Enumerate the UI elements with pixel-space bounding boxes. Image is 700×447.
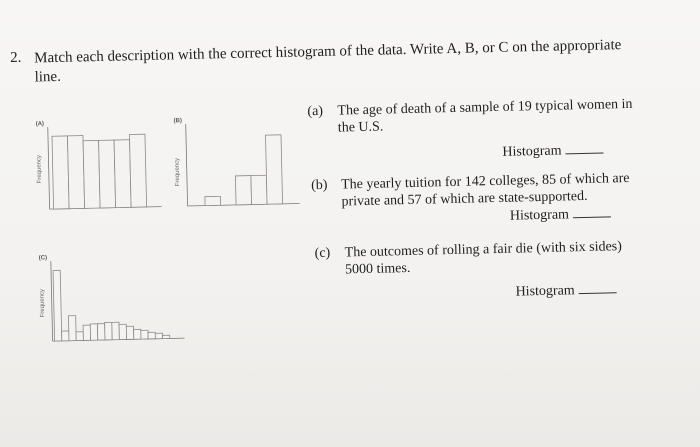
item-b-line-1: The yearly tuition for 142 colleges, 85 of which are [340,170,630,193]
histogram-a-bar [67,136,84,209]
item-a-line-1: The age of death of a sample of 19 typical women in [337,96,633,119]
histogram-c-bar [134,329,141,339]
histogram-c-bar [126,326,133,339]
histogram-a-bar [114,140,131,208]
item-b-line-2: private and 57 of which are state-supported. [341,188,588,210]
histogram-a-label: (A) [35,121,45,128]
item-c-line-1: The outcomes of rolling a fair die (with six sides) [344,239,623,261]
item-a-answer[interactable] [502,141,603,161]
item-b-answer[interactable] [510,204,611,224]
histogram-b-y-axis [186,124,188,206]
histogram-a-y-axis [48,127,50,209]
histogram-c-bar [53,270,62,341]
histogram-b-bar [251,175,267,204]
histogram-b-bar [235,176,251,205]
question-prompt-line-2: line. [34,68,62,86]
histogram-c-y-axis [51,261,53,341]
item-c-answer-label: Histogram [515,283,575,300]
item-c-answer-blank[interactable] [579,280,617,294]
histogram-b-label: (B) [173,118,183,125]
item-c-line-2: 5000 times. [344,260,411,278]
histogram-a-bar [83,140,100,208]
histogram-c-bar [83,325,91,340]
histogram-c-bar [68,316,76,341]
histogram-c-bar [155,333,162,339]
histogram-a-plot [34,119,166,214]
histogram-a [34,119,166,214]
question-prompt [34,35,655,87]
histogram-c-bar [141,330,148,339]
item-b-answer-label: Histogram [509,207,570,224]
histogram-c-label: (C) [38,255,48,262]
item-a-text [337,95,668,136]
histogram-c-bar [90,324,98,340]
histogram-a-bar [52,136,69,209]
histogram-c-bar [148,332,155,339]
histogram-b-bar [265,135,282,204]
histogram-c-bar [76,332,83,341]
histogram-b-bar [205,196,221,205]
histogram-c-plot [37,252,189,345]
histogram-c-bar [62,331,69,341]
item-c-text [344,237,675,278]
item-a-answer-blank[interactable] [565,141,603,155]
histogram-c-ylabel: Frequency [39,288,47,318]
histogram-a-ylabel: Frequency [36,154,44,184]
histogram-a-bar [129,134,146,207]
histogram-a-bar [99,140,116,208]
histogram-b [172,115,304,210]
histogram-c-bar [97,324,105,340]
question-prompt-line-1: Match each description with the correct histogram of the data. Write A, B, or C on the appropriate [34,37,622,67]
item-c-answer[interactable] [515,280,616,300]
histogram-c-bar [119,324,127,339]
item-b-tag: (b) [310,177,328,194]
item-b-text [341,169,672,210]
question-number: 2. [10,49,22,66]
item-b-answer-blank[interactable] [573,204,611,218]
item-a-line-2: the U.S. [337,119,384,136]
item-a-answer-label: Histogram [502,143,562,160]
histogram-c-bar [112,322,120,340]
item-c-tag: (c) [314,245,331,262]
question-2 [10,35,670,318]
histogram-b-plot [172,115,304,210]
histogram-c-bar [163,335,170,338]
item-a-tag: (a) [307,103,324,120]
histogram-b-ylabel: Frequency [174,157,182,187]
histogram-c [37,252,189,345]
histogram-c-bar [105,322,113,340]
